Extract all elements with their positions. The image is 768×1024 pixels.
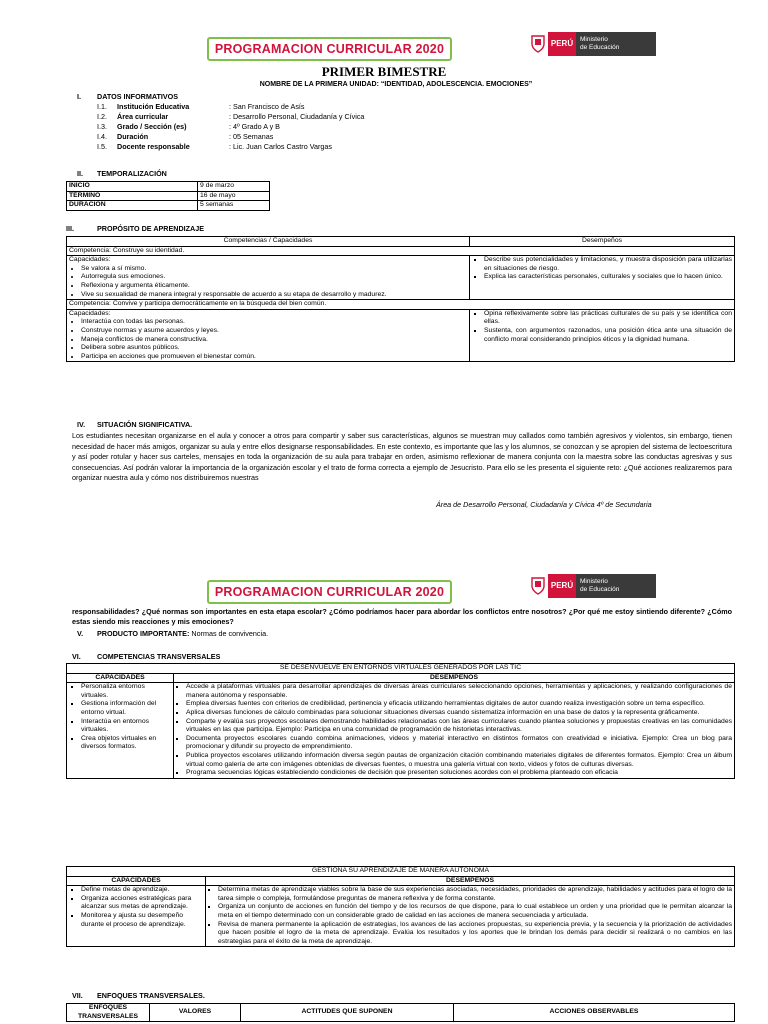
col-performances: DESEMPEÑOS	[206, 876, 735, 886]
list-item: • Construye normas y asume acuerdos y leyes.	[81, 327, 467, 336]
competency-2-capacities	[67, 309, 470, 362]
product-value: Normas de convivencia.	[191, 629, 269, 638]
col-capacities: CAPACIDADES	[67, 673, 174, 683]
tic-capacities	[67, 683, 174, 779]
logo-ministry-label: Ministerio de Educación	[576, 574, 656, 598]
situation-text: Los estudiantes necesitan organizarse en el aula y conocer a otros para compartir y saber sus características, algunos se muestran muy callados como también agresivos y violentos, sin embargo, tienen necesidad de hacer más amigos, organizar su aula y entre ellos designarse responsabilidades. En este contexto, es importante que las y los alumnos, se conozcan y se apropien del sistema de lectoescritura y así poder rotular y hacer sus carteles, mensajes en toda la organización de su aula para trabajar en orden, asimismo reflexionar de manera conjunta con la maestra sobre las conductas agresivas y sus consecuencias. Así podrán valorar la importancia de la organización escolar y el trato de forma correcta a ejemplo de Jesucristo. Para ello se les presenta el siguiente reto: ¿Qué acciones realizaremos para organizar nuestra aula y cómo nos distribuiremos nuestras	[72, 431, 732, 483]
section-1-number: I.	[77, 92, 81, 101]
info-list	[97, 102, 364, 152]
logo-peru-label: PERÚ	[548, 574, 576, 598]
list-item: • Participa en acciones que promueven el bienestar común.	[81, 353, 467, 362]
table-row	[67, 309, 735, 362]
list-item: • Autorregula sus emociones.	[81, 273, 467, 282]
approaches-table	[66, 1003, 735, 1022]
section-6-title: COMPETENCIAS TRANSVERSALES	[97, 652, 221, 661]
table-header-row	[67, 664, 735, 674]
list-item: • Reflexiona y argumenta éticamente.	[81, 282, 467, 291]
info-value: : 05 Semanas	[229, 132, 274, 141]
info-value: : Desarrollo Personal, Ciudadanía y Cívica	[229, 112, 365, 121]
table-header-row	[67, 237, 735, 247]
info-value: : 4º Grado A y B	[229, 122, 280, 131]
logo-ministry-label: Ministerio de Educación	[576, 32, 656, 56]
table-row	[67, 886, 735, 947]
tic-title: SE DESENVUELVE EN ENTORNOS VIRTUALES GENERADOS POR LAS TIC	[67, 664, 735, 674]
table-header-row	[67, 867, 735, 877]
autonomous-title: GESTIONA SU APRENDIZAJE DE MANERA AUTÓNOMA	[67, 867, 735, 877]
list-item: ▪ Sustenta, con argumentos razonados, una posición ética ante una situación de conflicto moral considerando principios éticos y la dignidad humana.	[484, 327, 732, 344]
list-item: • Maneja conflictos de manera constructiva.	[81, 336, 467, 345]
capacities-label: Capacidades:	[69, 309, 111, 317]
section-5	[77, 629, 268, 639]
list-item: ▪ Define metas de aprendizaje.	[81, 886, 203, 895]
list-item: • Vive su sexualidad de manera integral y responsable de acuerdo a su etapa de desarrollo y madurez.	[81, 291, 467, 300]
col-approaches: ENFOQUES TRANSVERSALES	[67, 1004, 150, 1022]
table-header-row	[67, 673, 735, 683]
info-code: I.4.	[97, 132, 107, 141]
autonomous-performances	[206, 886, 735, 947]
purpose-table	[66, 236, 735, 362]
list-item: ▪ Accede a plataformas virtuales para desarrollar aprendizajes de diversas áreas curriculares seleccionando opciones, herramientas y aplicaciones, y realizando configuraciones de manera autónoma y responsable.	[186, 683, 732, 700]
info-label: Institución Educativa	[117, 102, 190, 111]
section-4-title: SITUACIÓN SIGNIFICATIVA.	[97, 420, 193, 429]
list-item: ▪ Opina reflexivamente sobre las prácticas culturales de su país y se identifica con ellas.	[484, 310, 732, 327]
temporal-label: INICIO	[67, 182, 198, 192]
section-5-title: PRODUCTO IMPORTANTE:	[97, 629, 190, 638]
list-item: ▪ Interactúa en entornos virtuales.	[81, 718, 171, 735]
table-row	[67, 182, 270, 192]
list-item: ▪ Explica las características personales, culturales y sociales que lo hacen único.	[484, 273, 732, 282]
list-item: • Delibera sobre asuntos públicos.	[81, 344, 467, 353]
bimester-title: PRIMER BIMESTRE	[321, 64, 447, 79]
list-item: ▪ Aplica diversas funciones de cálculo combinadas para solucionar situaciones diversas cuando sistematiza información en una base de datos y la representa gráficamente.	[186, 709, 732, 718]
col-capacities: CAPACIDADES	[67, 876, 206, 886]
purpose-header-performances: Desempeños	[470, 237, 735, 247]
col-values: VALORES	[150, 1004, 241, 1022]
info-code: I.1.	[97, 102, 107, 111]
info-label: Área curricular	[117, 112, 169, 121]
page1-footer: Área de Desarrollo Personal, Ciudadanía y Cívica 4º de Secundaria	[436, 500, 652, 509]
situation-continuation: responsabilidades? ¿Qué normas son importantes en esta etapa escolar? ¿Cómo podríamos hacer para abordar los conflictos entre nosotros? ¿Por qué me estoy sintiendo diferente? ¿Cómo estas siendo mis reacciones y mis emociones?	[72, 607, 732, 626]
info-value: : San Francisco de Asís	[229, 102, 305, 111]
autonomous-capacities	[67, 886, 206, 947]
logo-peru-label: PERÚ	[548, 32, 576, 56]
list-item: • Interactúa con todas las personas.	[81, 318, 467, 327]
section-5-number: V.	[77, 629, 84, 638]
section-1-title: DATOS INFORMATIVOS	[97, 92, 179, 101]
page1-minedu-logo	[528, 32, 656, 56]
list-item: ▪ Revisa de manera permanente la aplicación de estrategias, los avances de las acciones propuestas, su experiencia previa, y la secuencia y la priorización de actividades que hacen posible el logro de la meta de aprendizaje. Evalúa los resultados y los aportes que le brindan los demás para decidir si realizará o no cambios en las estrategias para el éxito de la meta de aprendizaje.	[218, 921, 732, 947]
temporal-value: 16 de mayo	[198, 191, 270, 201]
info-label: Duración	[117, 132, 149, 141]
page1-header-title: PROGRAMACION CURRICULAR 2020	[207, 37, 452, 61]
list-item: • Se valora a sí mismo.	[81, 265, 467, 274]
list-item: ▪ Personaliza entornos virtuales.	[81, 683, 171, 700]
section-7-title: ENFOQUES TRANSVERSALES.	[97, 991, 205, 1000]
temporal-label: TÉRMINO	[67, 191, 198, 201]
list-item: ▪ Organiza acciones estratégicas para alcanzar sus metas de aprendizaje.	[81, 895, 203, 912]
table-row	[67, 201, 270, 211]
table-row	[67, 191, 270, 201]
section-2-number: II.	[77, 169, 83, 178]
competency-2-performances	[470, 309, 735, 362]
section-3-number: III.	[66, 224, 74, 233]
list-item: ▪ Emplea diversas fuentes con criterios de credibilidad, pertinencia y eficacia utilizando herramientas digitales de autor cuando realiza investigación sobre un tema específico.	[186, 700, 732, 709]
col-attitudes: ACTITUDES QUE SUPONEN	[241, 1004, 454, 1022]
list-item: ▪ Monitorea y ajusta su desempeño durante el proceso de aprendizaje.	[81, 912, 203, 929]
info-code: I.2.	[97, 112, 107, 121]
table-row	[67, 256, 735, 300]
table-header-row	[67, 1004, 735, 1022]
competency-1-capacities	[67, 256, 470, 300]
competency-1: Competencia: Construye su identidad.	[67, 246, 735, 256]
temporal-value: 5 semanas	[198, 201, 270, 211]
list-item: ▪ Crea objetos virtuales en diversos formatos.	[81, 735, 171, 752]
section-6-number: VI.	[72, 652, 81, 661]
section-7-number: VII.	[72, 991, 83, 1000]
competency-2: Competencia: Convive y participa democráticamente en la búsqueda del bien común.	[67, 300, 735, 310]
peru-shield-icon	[528, 32, 548, 56]
temporal-label: DURACIÓN	[67, 201, 198, 211]
purpose-header-competencies: Competencias / Capacidades	[67, 237, 470, 247]
section-3-title: PROPÓSITO DE APRENDIZAJE	[97, 224, 205, 233]
page2-minedu-logo	[528, 574, 656, 598]
info-label: Docente responsable	[117, 142, 190, 151]
autonomous-table	[66, 866, 735, 947]
list-item: ▪ Gestiona información del entorno virtual.	[81, 700, 171, 717]
temporal-value: 9 de marzo	[198, 182, 270, 192]
table-row	[67, 300, 735, 310]
temporal-table	[66, 181, 270, 211]
info-code: I.3.	[97, 122, 107, 131]
peru-shield-icon	[528, 574, 548, 598]
section-2-title: TEMPORALIZACIÓN	[97, 169, 167, 178]
list-item: ▪ Documenta proyectos escolares cuando combina animaciones, videos y material interactivo en distintos formatos con creatividad e iniciativa. Ejemplo: Crea un blog para promocionar y difundir su proyecto de emprendimiento.	[186, 735, 732, 752]
col-observable-actions: ACCIONES OBSERVABLES	[454, 1004, 735, 1022]
page2-header-title: PROGRAMACION CURRICULAR 2020	[207, 580, 452, 604]
list-item: ▪ Comparte y evalúa sus proyectos escolares demostrando habilidades relacionadas con las áreas curriculares cuando plantea soluciones y propuestas creativas en las comunidades virtuales en las que participa. Ejemplo: Participa en una comunidad de programación de historietas interactivas.	[186, 718, 732, 735]
list-item: ▪ Programa secuencias lógicas estableciendo condiciones de decisión que presenten soluciones acordes con el problema planteado con eficacia	[186, 769, 732, 778]
list-item: ▪ Describe sus potencialidades y limitaciones, y muestra disposición para utilizarlas en situaciones de riesgo.	[484, 256, 732, 273]
table-header-row	[67, 876, 735, 886]
info-value: : Lic. Juan Carlos Castro Vargas	[229, 142, 332, 151]
competency-1-performances	[470, 256, 735, 300]
list-item: ▪ Organiza un conjunto de acciones en función del tiempo y de los recursos de que dispone, para lo cual establece un orden y una prioridad que le permitan alcanzar la meta en el tiempo determinado con un considerable grado de calidad en las acciones de manera secuenciada y articulada.	[218, 903, 732, 920]
unit-name: NOMBRE DE LA PRIMERA UNIDAD: “IDENTIDAD, ADOLESCENCIA. EMOCIONES”	[259, 81, 533, 88]
info-code: I.5.	[97, 142, 107, 151]
list-item: ▪ Publica proyectos escolares utilizando información diversa según pautas de organización citación combinando materiales digitales de diferentes formatos. Ejemplo: Crea un álbum virtual como galería de arte con imágenes obtenidas de diversas fuentes, o muestra una galería virtual con texto, videos y fotos de culturas diversas.	[186, 752, 732, 769]
capacities-label: Capacidades:	[69, 256, 111, 264]
list-item: ▪ Determina metas de aprendizaje viables sobre la base de sus experiencias asociadas, necesidades, prioridades de aprendizaje, habilidades y actitudes para el logro de la tarea simple o compleja, formulándose preguntas de manera reflexiva y de forma constante.	[218, 886, 732, 903]
tic-performances	[174, 683, 735, 779]
table-row	[67, 246, 735, 256]
info-label: Grado / Sección (es)	[117, 122, 187, 131]
table-row	[67, 683, 735, 779]
tic-table	[66, 663, 735, 779]
section-4-number: IV.	[77, 420, 86, 429]
col-performances: DESEMPEÑOS	[174, 673, 735, 683]
